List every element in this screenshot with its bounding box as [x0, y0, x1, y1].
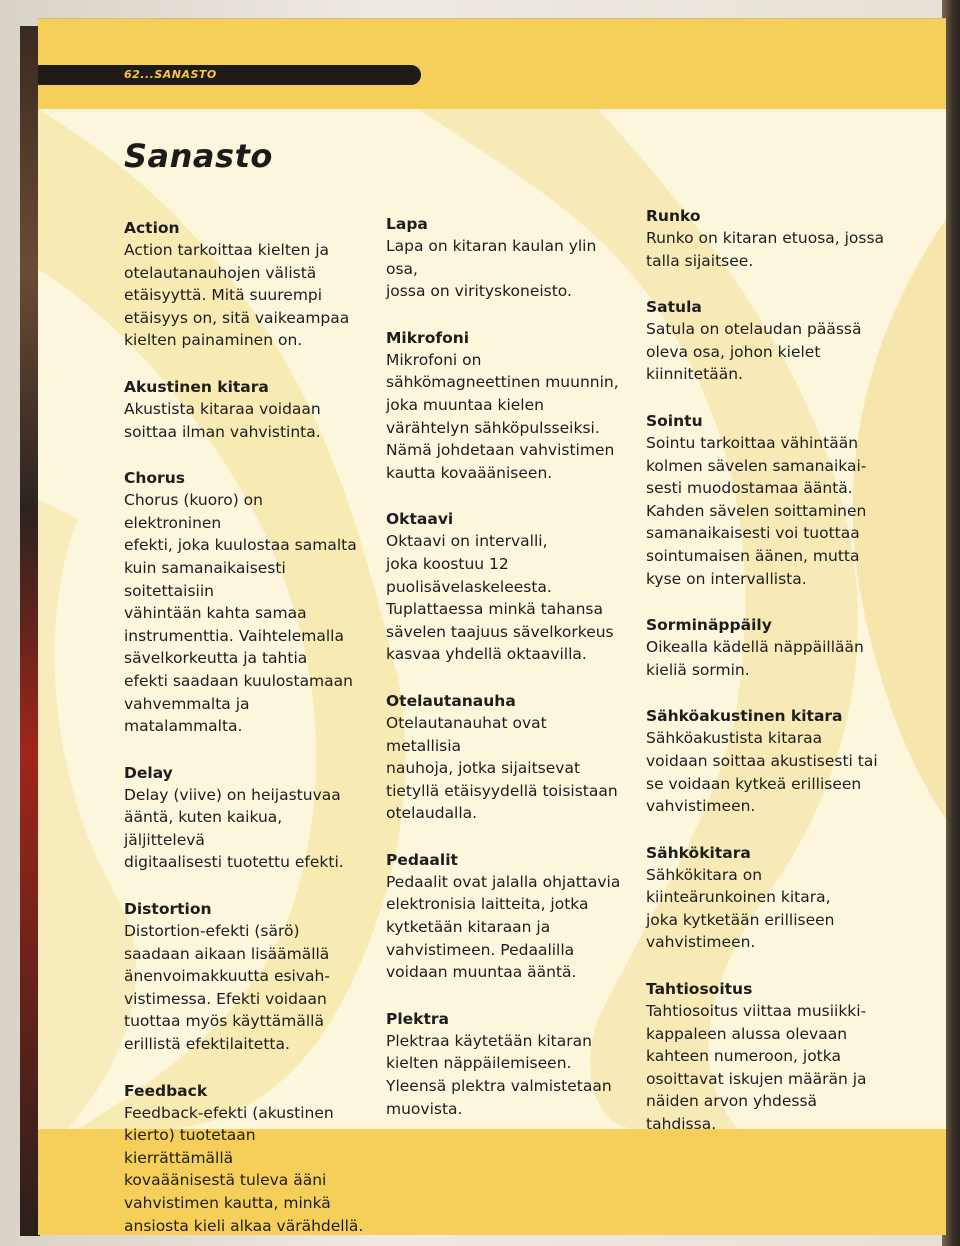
header-bar: [38, 65, 421, 85]
section-header: 62...SANASTO: [124, 68, 217, 81]
page-title: Sanasto: [124, 137, 273, 175]
entry-term: Oktaavi: [386, 510, 454, 529]
book-page: [38, 18, 946, 1235]
entry-definition: Action tarkoittaa kielten ja otelautanauhojen välistä etäisyyttä. Mitä suurempi etäisyys on, sitä vaikeampaa kielten painaminen on.: [124, 241, 350, 350]
glossary-entry: [646, 842, 886, 954]
entry-definition: Oikealla kädellä näppäillään kieliä sormin.: [646, 638, 864, 679]
entry-term: Sähköakustinen kitara: [646, 707, 843, 726]
entry-definition: Chorus (kuoro) on elektroninen efekti, joka kuulostaa samalta kuin samanaikaisesti soitettaisiin vähintään kahta samaa instrumenttia. Vaihtelemalla sävelkorkeutta ja tahtia efekti saadaan kuulostamaan vahvemmalta ja matalammalta.: [124, 491, 357, 736]
entry-term: Chorus: [124, 469, 185, 488]
glossary-entry: [386, 690, 626, 825]
entry-term: Satula: [646, 298, 702, 317]
entry-term: Runko: [646, 207, 701, 225]
entry-term: Mikrofoni: [386, 328, 470, 347]
entry-term: Otelautanauha: [386, 691, 516, 710]
entry-term: Feedback: [124, 1081, 208, 1100]
entry-term: Tahtiosoitus: [646, 980, 753, 999]
entry-term: Sähkökitara: [646, 843, 751, 862]
entry-definition: Sähkökitara on kiinteärunkoinen kitara, joka kytketään erilliseen vahvistimeen.: [646, 865, 835, 952]
entry-definition: Otelautanauhat ovat metallisia nauhoja, jotka sijaitsevat tietyllä etäisyydellä toisistaan otelaudalla.: [386, 713, 618, 823]
entry-definition: Plektraa käytetään kitaran kielten näppäilemiseen. Yleensä plektra valmistetaan muovista.: [386, 1031, 612, 1118]
entry-definition: Mikrofoni on sähkömagneettinen muunnin, joka muuntaa kielen värähtelyn sähköpulsseiksi. Nämä johdetaan vahvistimen kautta kovaääniseen.: [386, 350, 619, 482]
glossary-entry: [124, 217, 364, 352]
entry-term: Delay: [124, 763, 173, 782]
glossary-column-1: [124, 217, 364, 1235]
entry-term: Distortion: [124, 900, 212, 919]
glossary-entry: [124, 467, 364, 738]
glossary-entry: [646, 705, 886, 817]
glossary-entry: [124, 1080, 364, 1235]
entry-definition: Feedback-efekti (akustinen kierto) tuotetaan kierrättämällä kovaäänisestä tuleva ääni vahvistimen kautta, minkä ansiosta kieli alkaa värähdellä.: [124, 1103, 364, 1235]
glossary-entry: [386, 849, 626, 984]
glossary-column-3: [646, 205, 886, 1160]
glossary-column-2: [386, 213, 626, 1144]
entry-definition: Delay (viive) on heijastuvaa ääntä, kuten kaikua, jäljittelevä digitaalisesti tuotettu efekti.: [124, 785, 344, 872]
glossary-entry: [386, 1008, 626, 1120]
entry-definition: Sointu tarkoittaa vähintään kolmen sävelen samanaikai- sesti muodostamaa ääntä. Kahden sävelen soittaminen samanaikaisesti voi tuottaa sointumaisen äänen, mutta kyse on intervallista.: [646, 433, 867, 588]
entry-term: Akustinen kitara: [124, 377, 269, 396]
glossary-entry: [124, 376, 364, 443]
entry-term: Action: [124, 219, 180, 237]
entry-term: Sointu: [646, 411, 703, 430]
entry-term: Plektra: [386, 1009, 450, 1028]
entry-definition: Sähköakustista kitaraa voidaan soittaa akustisesti tai se voidaan kytkeä erilliseen vahvistimeen.: [646, 729, 878, 816]
glossary-entry: [646, 978, 886, 1136]
entry-definition: Oktaavi on intervalli, joka koostuu 12 puolisävelaskeleesta. Tuplattaessa minkä tahansa sävelen taajuus sävelkorkeus kasvaa yhdellä oktaavilla.: [386, 532, 614, 664]
entry-definition: Tahtiosoitus viittaa musiikki- kappaleen alussa olevaan kahteen numeroon, jotka osoittavat iskujen määrän ja näiden arvon yhdessä tahdissa.: [646, 1002, 867, 1134]
entry-definition: Satula on otelaudan päässä oleva osa, johon kielet kiinnitetään.: [646, 320, 862, 384]
glossary-entry: [386, 508, 626, 666]
book-spine-edge: [20, 26, 40, 1236]
entry-term: Pedaalit: [386, 850, 458, 869]
entry-term: Lapa: [386, 215, 428, 233]
glossary-entry: [646, 296, 886, 386]
glossary-entry: [124, 762, 364, 874]
glossary-entry: [646, 205, 886, 272]
entry-definition: Akustista kitaraa voidaan soittaa ilman vahvistinta.: [124, 399, 321, 441]
glossary-entry: [646, 410, 886, 590]
glossary-entry: [386, 327, 626, 485]
entry-definition: Lapa on kitaran kaulan ylin osa, jossa on virityskoneisto.: [386, 237, 597, 301]
entry-definition: Distortion-efekti (särö) saadaan aikaan lisäämällä änenvoimakkuutta esivah- vistimessa. Efekti voidaan tuottaa myös käyttämällä erillistä efektilaitetta.: [124, 922, 330, 1054]
glossary-entry: [124, 898, 364, 1056]
entry-definition: Runko on kitaran etuosa, jossa talla sijaitsee.: [646, 229, 885, 270]
entry-term: Sorminäppäily: [646, 616, 772, 635]
glossary-entry: [386, 213, 626, 303]
entry-definition: Pedaalit ovat jalalla ohjattavia elektronisia laitteita, jotka kytketään kitaraan ja vahvistimeen. Pedaalilla voidaan muuntaa ääntä.: [386, 872, 621, 982]
glossary-entry: [646, 614, 886, 681]
